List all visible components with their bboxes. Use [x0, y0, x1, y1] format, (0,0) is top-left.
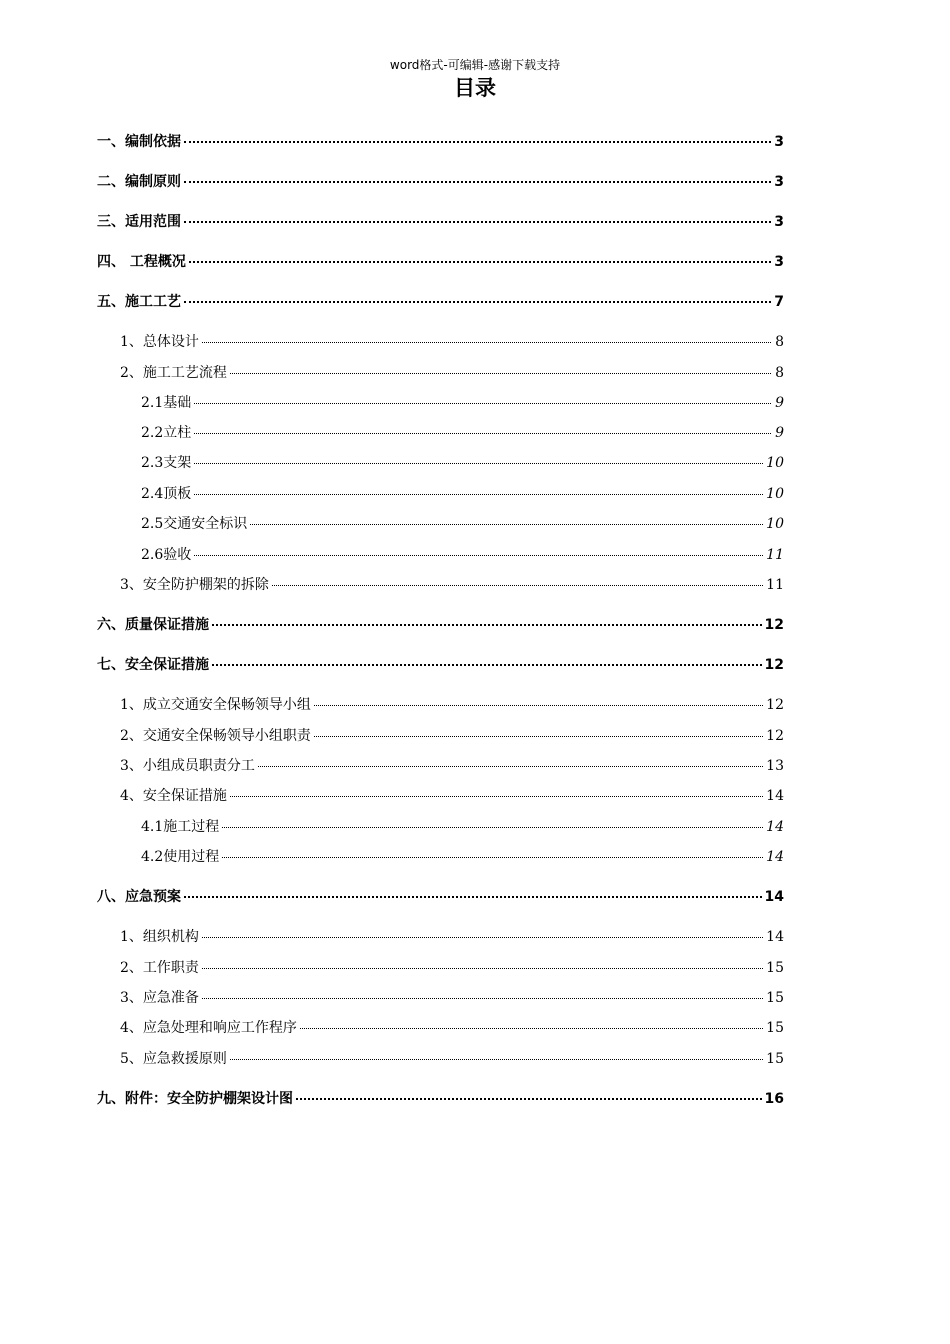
toc-entry-page: 14	[766, 929, 784, 945]
toc-entry-page: 12	[764, 617, 784, 633]
toc-entry[interactable]	[97, 252, 784, 272]
toc-entry-page: 8	[775, 365, 784, 381]
toc-dot-leader	[296, 1098, 762, 1100]
toc-entry-page: 13	[766, 758, 784, 774]
toc-entry[interactable]	[97, 132, 784, 152]
toc-entry[interactable]	[120, 1018, 784, 1038]
toc-entry-label: 3、应急准备	[120, 990, 199, 1006]
toc-entry-label: 1、组织机构	[120, 929, 199, 945]
toc-entry-page: 3	[774, 174, 784, 190]
toc-entry[interactable]	[97, 615, 784, 635]
toc-dot-leader	[202, 342, 771, 343]
toc-entry-label: 2、施工工艺流程	[120, 365, 227, 381]
toc-entry-label: 2.4顶板	[141, 486, 192, 502]
toc-entry[interactable]	[120, 695, 784, 715]
toc-entry[interactable]	[141, 423, 784, 443]
toc-entry-label: 八、应急预案	[97, 889, 181, 905]
toc-dot-leader	[189, 261, 771, 263]
toc-entry-page: 10	[766, 486, 784, 502]
toc-entry[interactable]	[120, 756, 784, 776]
toc-entry-label: 4.2使用过程	[141, 849, 220, 865]
toc-entry[interactable]	[97, 887, 784, 907]
toc-entry-page: 12	[764, 657, 784, 673]
toc-dot-leader	[184, 141, 771, 143]
toc-entry[interactable]	[120, 363, 784, 383]
toc-entry-label: 2、交通安全保畅领导小组职责	[120, 728, 311, 744]
toc-entry-page: 14	[766, 819, 784, 835]
toc-entry-label: 七、安全保证措施	[97, 657, 209, 673]
toc-dot-leader	[230, 796, 763, 797]
toc-entry[interactable]	[141, 453, 784, 473]
toc-entry[interactable]	[97, 292, 784, 312]
toc-entry-page: 15	[766, 1051, 784, 1067]
toc-entry[interactable]	[120, 958, 784, 978]
toc-entry-page: 11	[766, 577, 784, 593]
toc-entry-label: 5、应急救援原则	[120, 1051, 227, 1067]
toc-entry-label: 4、安全保证措施	[120, 788, 227, 804]
toc-entry-label: 五、施工工艺	[97, 294, 181, 310]
toc-entry-page: 7	[774, 294, 784, 310]
toc-dot-leader	[194, 433, 771, 434]
toc-dot-leader	[212, 624, 762, 626]
toc-entry[interactable]	[97, 172, 784, 192]
toc-dot-leader	[194, 555, 763, 556]
toc-entry[interactable]	[97, 212, 784, 232]
toc-entry-page: 3	[774, 254, 784, 270]
toc-entry-page: 16	[764, 1091, 784, 1107]
toc-entry-label: 3、小组成员职责分工	[120, 758, 255, 774]
toc-dot-leader	[222, 827, 763, 828]
toc-dot-leader	[230, 1059, 763, 1060]
toc-entry-label: 1、成立交通安全保畅领导小组	[120, 697, 311, 713]
toc-title: 目录	[454, 76, 496, 100]
toc-entry-label: 二、编制原则	[97, 174, 181, 190]
toc-entry-page: 3	[774, 214, 784, 230]
toc-dot-leader	[184, 301, 771, 303]
toc-entry[interactable]	[120, 988, 784, 1008]
toc-dot-leader	[250, 524, 763, 525]
toc-entry-page: 10	[766, 516, 784, 532]
toc-entry[interactable]	[141, 545, 784, 565]
toc-entry-page: 11	[766, 547, 784, 563]
toc-entry[interactable]	[141, 847, 784, 867]
toc-dot-leader	[314, 705, 763, 706]
toc-entry-label: 九、附件：安全防护棚架设计图	[97, 1091, 293, 1107]
toc-dot-leader	[194, 403, 771, 404]
toc-entry[interactable]	[120, 726, 784, 746]
toc-entry-label: 四、 工程概况	[97, 254, 186, 270]
page-header: word格式-可编辑-感谢下载支持	[389, 58, 561, 72]
toc-dot-leader	[258, 766, 763, 767]
toc-entry[interactable]	[120, 786, 784, 806]
toc-entry-page: 12	[766, 728, 784, 744]
toc-entry[interactable]	[120, 1049, 784, 1069]
toc-dot-leader	[184, 221, 771, 223]
toc-entry-page: 3	[774, 134, 784, 150]
toc-entry-label: 三、适用范围	[97, 214, 181, 230]
toc-entry[interactable]	[97, 1089, 784, 1109]
toc-dot-leader	[194, 494, 763, 495]
toc-entry[interactable]	[141, 514, 784, 534]
toc-dot-leader	[202, 998, 763, 999]
toc-entry[interactable]	[97, 655, 784, 675]
toc-entry-page: 9	[775, 395, 784, 411]
toc-entry[interactable]	[120, 332, 784, 352]
toc-dot-leader	[230, 373, 771, 374]
toc-entry[interactable]	[141, 484, 784, 504]
toc-dot-leader	[202, 937, 763, 938]
toc-dot-leader	[222, 857, 763, 858]
toc-entry[interactable]	[120, 575, 784, 595]
toc-entry-label: 2.3支架	[141, 455, 192, 471]
toc-entry-page: 10	[766, 455, 784, 471]
toc-entry-page: 9	[775, 425, 784, 441]
toc-entry-label: 六、质量保证措施	[97, 617, 209, 633]
toc-entry-page: 15	[766, 1020, 784, 1036]
toc-entry-label: 4、应急处理和响应工作程序	[120, 1020, 297, 1036]
toc-entry-page: 14	[766, 849, 784, 865]
toc-entry-label: 2.5交通安全标识	[141, 516, 248, 532]
toc-entry[interactable]	[141, 817, 784, 837]
toc-entry-label: 一、编制依据	[97, 134, 181, 150]
toc-dot-leader	[184, 181, 771, 183]
toc-entry-label: 2.1基础	[141, 395, 192, 411]
toc-entry-label: 1、总体设计	[120, 334, 199, 350]
toc-entry-page: 14	[766, 788, 784, 804]
toc-entry-page: 14	[764, 889, 784, 905]
toc-entry-label: 3、安全防护棚架的拆除	[120, 577, 269, 593]
toc-dot-leader	[272, 585, 763, 586]
toc-entry-page: 15	[766, 990, 784, 1006]
toc-dot-leader	[314, 736, 763, 737]
toc-entry-page: 8	[775, 334, 784, 350]
toc-entry-label: 2.6验收	[141, 547, 192, 563]
toc-dot-leader	[212, 664, 762, 666]
toc-dot-leader	[184, 896, 762, 898]
toc-dot-leader	[202, 968, 763, 969]
toc-entry[interactable]	[120, 927, 784, 947]
toc-entry-page: 12	[766, 697, 784, 713]
toc-entry-label: 4.1施工过程	[141, 819, 220, 835]
toc-dot-leader	[300, 1028, 763, 1029]
toc-entry-page: 15	[766, 960, 784, 976]
toc-entry[interactable]	[141, 393, 784, 413]
toc-dot-leader	[194, 463, 763, 464]
toc-entry-label: 2、工作职责	[120, 960, 199, 976]
toc-entry-label: 2.2立柱	[141, 425, 192, 441]
